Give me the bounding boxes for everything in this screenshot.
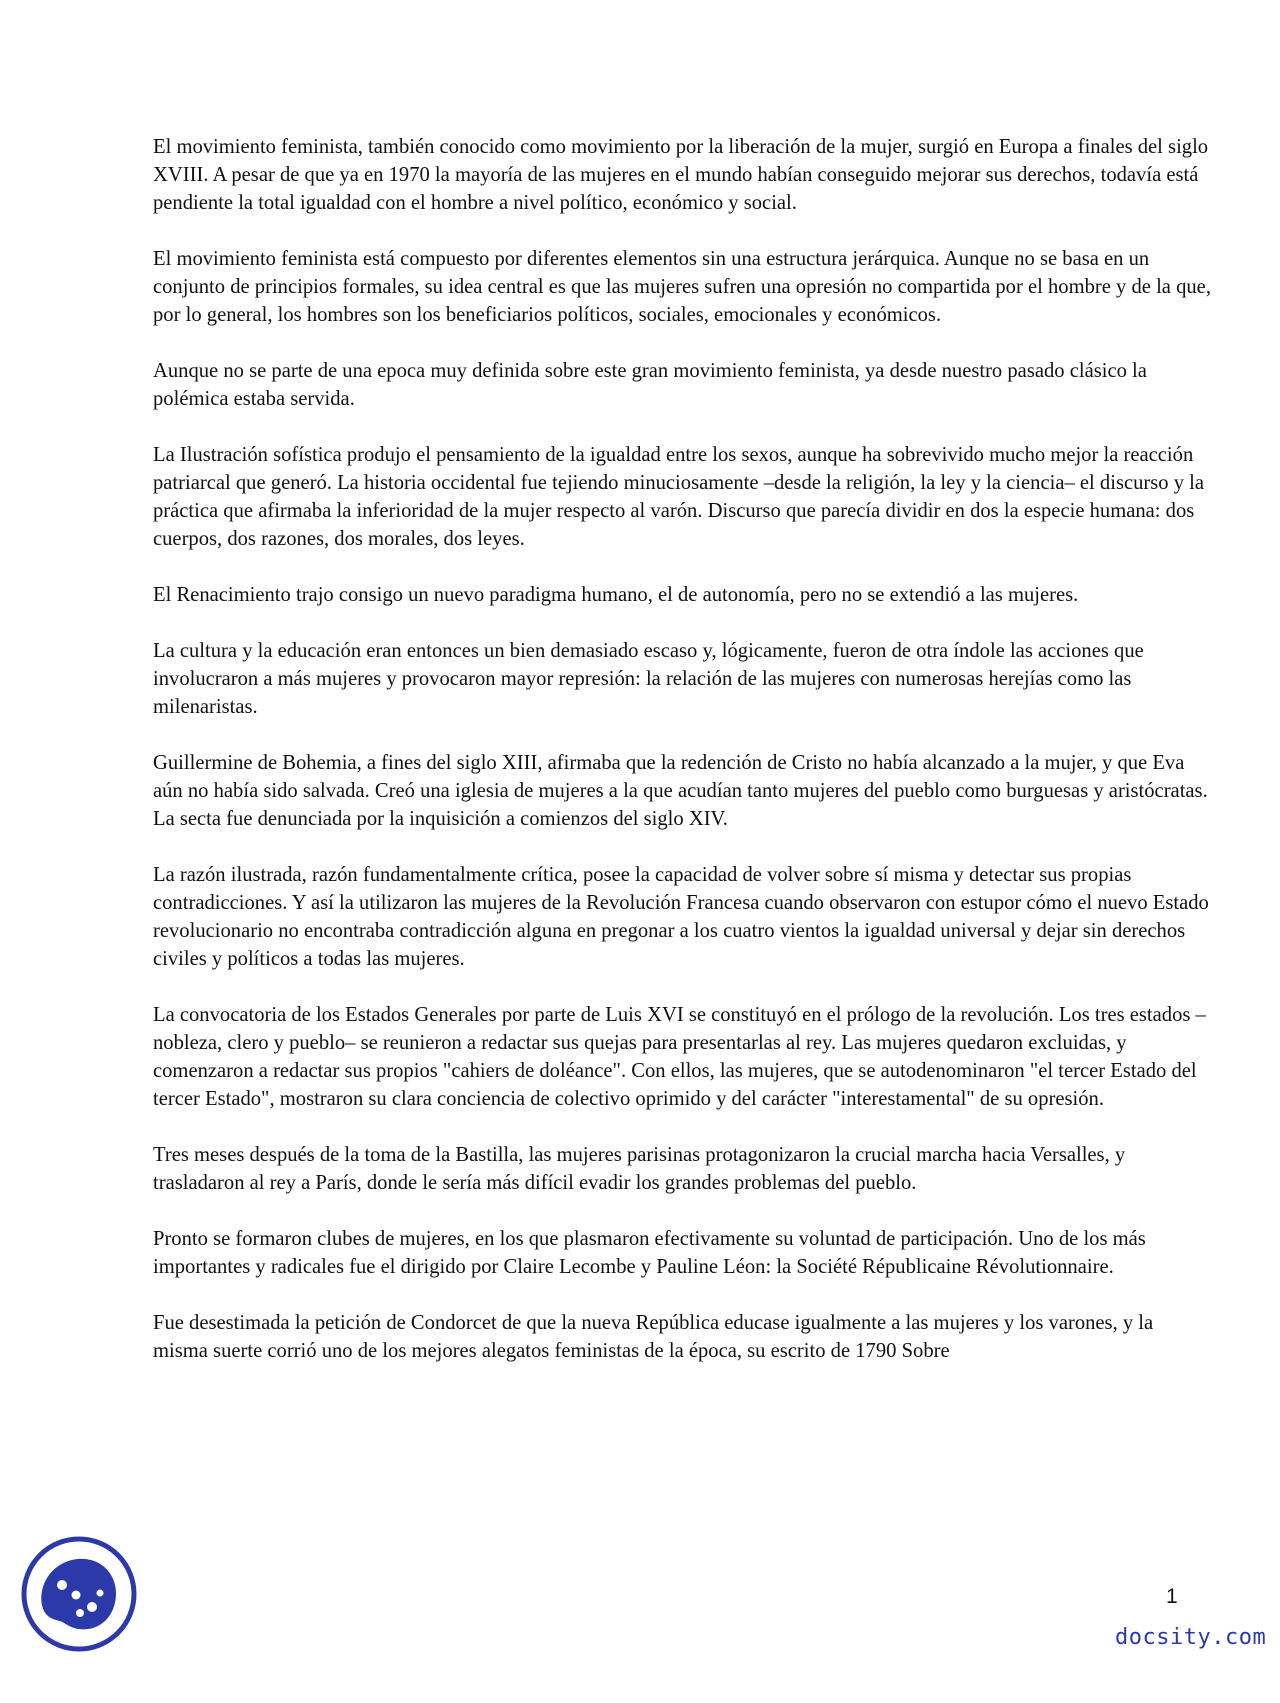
paragraph-9: La convocatoria de los Estados Generales por parte de Luis XVI se constituyó en el prólogo de la revolución. Los tres estados –nobleza, clero y pueblo– se reunieron a redactar sus quejas para presentarlas al rey. Las mujeres quedaron excluidas, y comenzaron a redactar sus propios "cahiers de doléance". Con ellos, las mujeres, que se autodenominaron "el tercer Estado del tercer Estado", mostraron su clara conciencia de colectivo oprimido y del carácter "interestamental" de su opresión. bbox=[153, 1004, 1206, 1110]
paragraph-1: El movimiento feminista, también conocido como movimiento por la liberación de la mujer, surgió en Europa a finales del siglo XVIII. A pesar de que ya en 1970 la mayoría de las mujeres en el mundo habían conseguido mejorar sus derechos, todavía está pendiente la total igualdad con el hombre a nivel político, económico y social. bbox=[153, 136, 1209, 214]
paragraph-4: La Ilustración sofística produjo el pensamiento de la igualdad entre los sexos, aunque ha sobrevivido mucho mejor la reacción patriarcal que generó. La historia occidental fue tejiendo minuciosamente –desde la religión, la ley y la ciencia– el discurso y la práctica que afirmaba la inferioridad de la mujer respecto al varón. Discurso que parecía dividir en dos la especie humana: dos cuerpos, dos razones, dos morales, dos leyes. bbox=[153, 444, 1205, 550]
document-body bbox=[153, 133, 1213, 1393]
watermark-text: docsity.com bbox=[1115, 1625, 1267, 1650]
paragraph-3: Aunque no se parte de una epoca muy definida sobre este gran movimiento feminista, ya desde nuestro pasado clásico la polémica estaba servida. bbox=[153, 360, 1147, 410]
docsity-logo-icon bbox=[20, 1535, 138, 1653]
paragraph-10: Tres meses después de la toma de la Bastilla, las mujeres parisinas protagonizaron la crucial marcha hacia Versalles, y trasladaron al rey a París, donde le sería más difícil evadir los grandes problemas del pueblo. bbox=[153, 1144, 1126, 1194]
paragraph-7: Guillermine de Bohemia, a fines del siglo XIII, afirmaba que la redención de Cristo no había alcanzado a la mujer, y que Eva aún no había sido salvada. Creó una iglesia de mujeres a la que acudían tanto mujeres del pueblo como burguesas y aristócratas. La secta fue denunciada por la inquisición a comienzos del siglo XIV. bbox=[153, 752, 1208, 830]
paragraph-12: Fue desestimada la petición de Condorcet de que la nueva República educase igualmente a las mujeres y los varones, y la misma suerte corrió uno de los mejores alegatos feministas de la época, su escrito de 1790 Sobre bbox=[153, 1312, 1154, 1362]
paragraph-11: Pronto se formaron clubes de mujeres, en los que plasmaron efectivamente su voluntad de participación. Uno de los más importantes y radicales fue el dirigido por Claire Lecombe y Pauline Léon: la Société Républicaine Révolutionnaire. bbox=[153, 1228, 1146, 1278]
page-number: 1 bbox=[1166, 1585, 1178, 1608]
paragraph-6: La cultura y la educación eran entonces un bien demasiado escaso y, lógicamente, fueron de otra índole las acciones que involucraron a más mujeres y provocaron mayor represión: la relación de las mujeres con numerosas herejías como las milenaristas. bbox=[153, 640, 1144, 718]
paragraph-5: El Renacimiento trajo consigo un nuevo paradigma humano, el de autonomía, pero no se extendió a las mujeres. bbox=[153, 584, 1079, 606]
paragraph-8: La razón ilustrada, razón fundamentalmente crítica, posee la capacidad de volver sobre sí misma y detectar sus propias contradicciones. Y así la utilizaron las mujeres de la Revolución Francesa cuando observaron con estupor cómo el nuevo Estado revolucionario no encontraba contradicción alguna en pregonar a los cuatro vientos la igualdad universal y dejar sin derechos civiles y políticos a todas las mujeres. bbox=[153, 864, 1209, 970]
paragraph-2: El movimiento feminista está compuesto por diferentes elementos sin una estructura jerárquica. Aunque no se basa en un conjunto de principios formales, su idea central es que las mujeres sufren una opresión no compartida por el hombre y de la que, por lo general, los hombres son los beneficiarios políticos, sociales, emocionales y económicos. bbox=[153, 248, 1211, 326]
